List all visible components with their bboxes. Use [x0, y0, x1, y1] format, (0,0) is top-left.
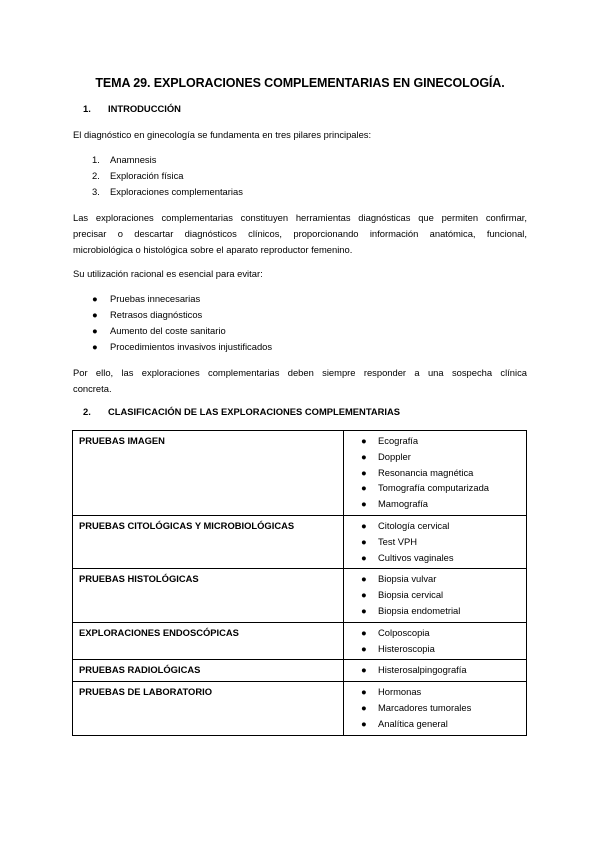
list-item: 1. Anamnesis	[92, 154, 157, 165]
pillars-list	[92, 152, 243, 200]
table-row	[73, 515, 527, 568]
list-item: ● Histeroscopia	[361, 641, 526, 657]
bullet-icon: ●	[361, 626, 367, 638]
items-cell	[344, 569, 527, 622]
classification-table	[72, 430, 527, 736]
document-title: TEMA 29. EXPLORACIONES COMPLEMENTARIAS EN GINECOLOGÍA.	[95, 76, 505, 90]
bullet-icon: ●	[361, 450, 367, 462]
list-item: ● Hormonas	[361, 684, 526, 700]
bullet-icon: ●	[92, 293, 98, 304]
list-item: ● Analítica general	[361, 716, 526, 732]
bullet-icon: ●	[361, 573, 367, 585]
avoid-list	[92, 291, 272, 355]
items-cell	[344, 515, 527, 568]
bullet-icon: ●	[361, 466, 367, 478]
table-row	[73, 660, 527, 682]
list-item: ● Resonancia magnética	[361, 465, 526, 481]
definition-paragraph: Las exploraciones complementarias constituyen herramientas diagnósticas que permiten confirmar, precisar o descartar diagnósticos clínicos, proporcionando información anatómica, funcional, microbiológica o histológica sobre el aparato reproductor femenino.	[73, 212, 527, 255]
table-row	[73, 682, 527, 735]
list-item: ● Citología cervical	[361, 518, 526, 534]
table-row	[73, 431, 527, 516]
list-item: ● Aumento del coste sanitario	[92, 323, 272, 339]
list-item: ● Pruebas innecesarias	[92, 291, 272, 307]
bullet-icon: ●	[361, 498, 367, 510]
category-cell: PRUEBAS HISTOLÓGICAS	[73, 569, 344, 622]
bullet-icon: ●	[92, 309, 98, 320]
section-heading-clasificacion	[83, 406, 400, 417]
list-item: 3. Exploraciones complementarias	[92, 186, 243, 197]
list-item: ● Tomografía computarizada	[361, 480, 526, 496]
list-item: ● Ecografía	[361, 433, 526, 449]
avoid-intro: Su utilización racional es esencial para evitar:	[73, 268, 263, 279]
list-item: ● Biopsia cervical	[361, 587, 526, 603]
list-item: ● Marcadores tumorales	[361, 700, 526, 716]
list-item: ● Retrasos diagnósticos	[92, 307, 272, 323]
category-cell: PRUEBAS CITOLÓGICAS Y MICROBIOLÓGICAS	[73, 515, 344, 568]
items-cell	[344, 682, 527, 735]
bullet-icon: ●	[361, 435, 367, 446]
bullet-icon: ●	[361, 519, 367, 531]
category-cell: PRUEBAS IMAGEN	[73, 431, 344, 516]
bullet-icon: ●	[361, 604, 367, 616]
list-item: ● Doppler	[361, 449, 526, 465]
list-item: 2. Exploración física	[92, 170, 184, 181]
list-item: ● Test VPH	[361, 534, 526, 550]
list-item: ● Biopsia vulvar	[361, 571, 526, 587]
category-cell: PRUEBAS DE LABORATORIO	[73, 682, 344, 735]
list-item: ● Colposcopia	[361, 625, 526, 641]
bullet-icon: ●	[361, 482, 367, 494]
bullet-icon: ●	[361, 686, 367, 698]
section-heading-introduccion	[83, 103, 181, 114]
category-cell: PRUEBAS RADIOLÓGICAS	[73, 660, 344, 682]
table-row	[73, 622, 527, 660]
list-item: ● Mamografía	[361, 496, 526, 512]
list-item: ● Histerosalpingografía	[361, 662, 526, 678]
list-item: ● Biopsia endometrial	[361, 603, 526, 619]
section-number: 1.	[83, 103, 91, 114]
bullet-icon: ●	[361, 701, 367, 713]
bullet-icon: ●	[92, 325, 98, 336]
bullet-icon: ●	[361, 664, 367, 676]
bullet-icon: ●	[361, 589, 367, 601]
bullet-icon: ●	[361, 642, 367, 654]
section-title: CLASIFICACIÓN DE LAS EXPLORACIONES COMPLEMENTARIAS	[108, 406, 401, 417]
bullet-icon: ●	[361, 717, 367, 729]
bullet-icon: ●	[361, 551, 367, 563]
list-item: ● Procedimientos invasivos injustificados	[92, 339, 272, 355]
section-number: 2.	[83, 406, 91, 417]
intro-paragraph: El diagnóstico en ginecología se fundamenta en tres pilares principales:	[73, 129, 372, 140]
bullet-icon: ●	[361, 535, 367, 547]
items-cell	[344, 431, 527, 516]
table-row	[73, 569, 527, 622]
bullet-icon: ●	[92, 341, 98, 352]
category-cell: EXPLORACIONES ENDOSCÓPICAS	[73, 622, 344, 660]
list-item: ● Cultivos vaginales	[361, 550, 526, 566]
conclusion-paragraph: Por ello, las exploraciones complementarias deben siempre responder a una sospecha clínica concreta.	[73, 367, 527, 394]
items-cell	[344, 660, 527, 682]
section-title: INTRODUCCIÓN	[108, 103, 181, 114]
items-cell	[344, 622, 527, 660]
